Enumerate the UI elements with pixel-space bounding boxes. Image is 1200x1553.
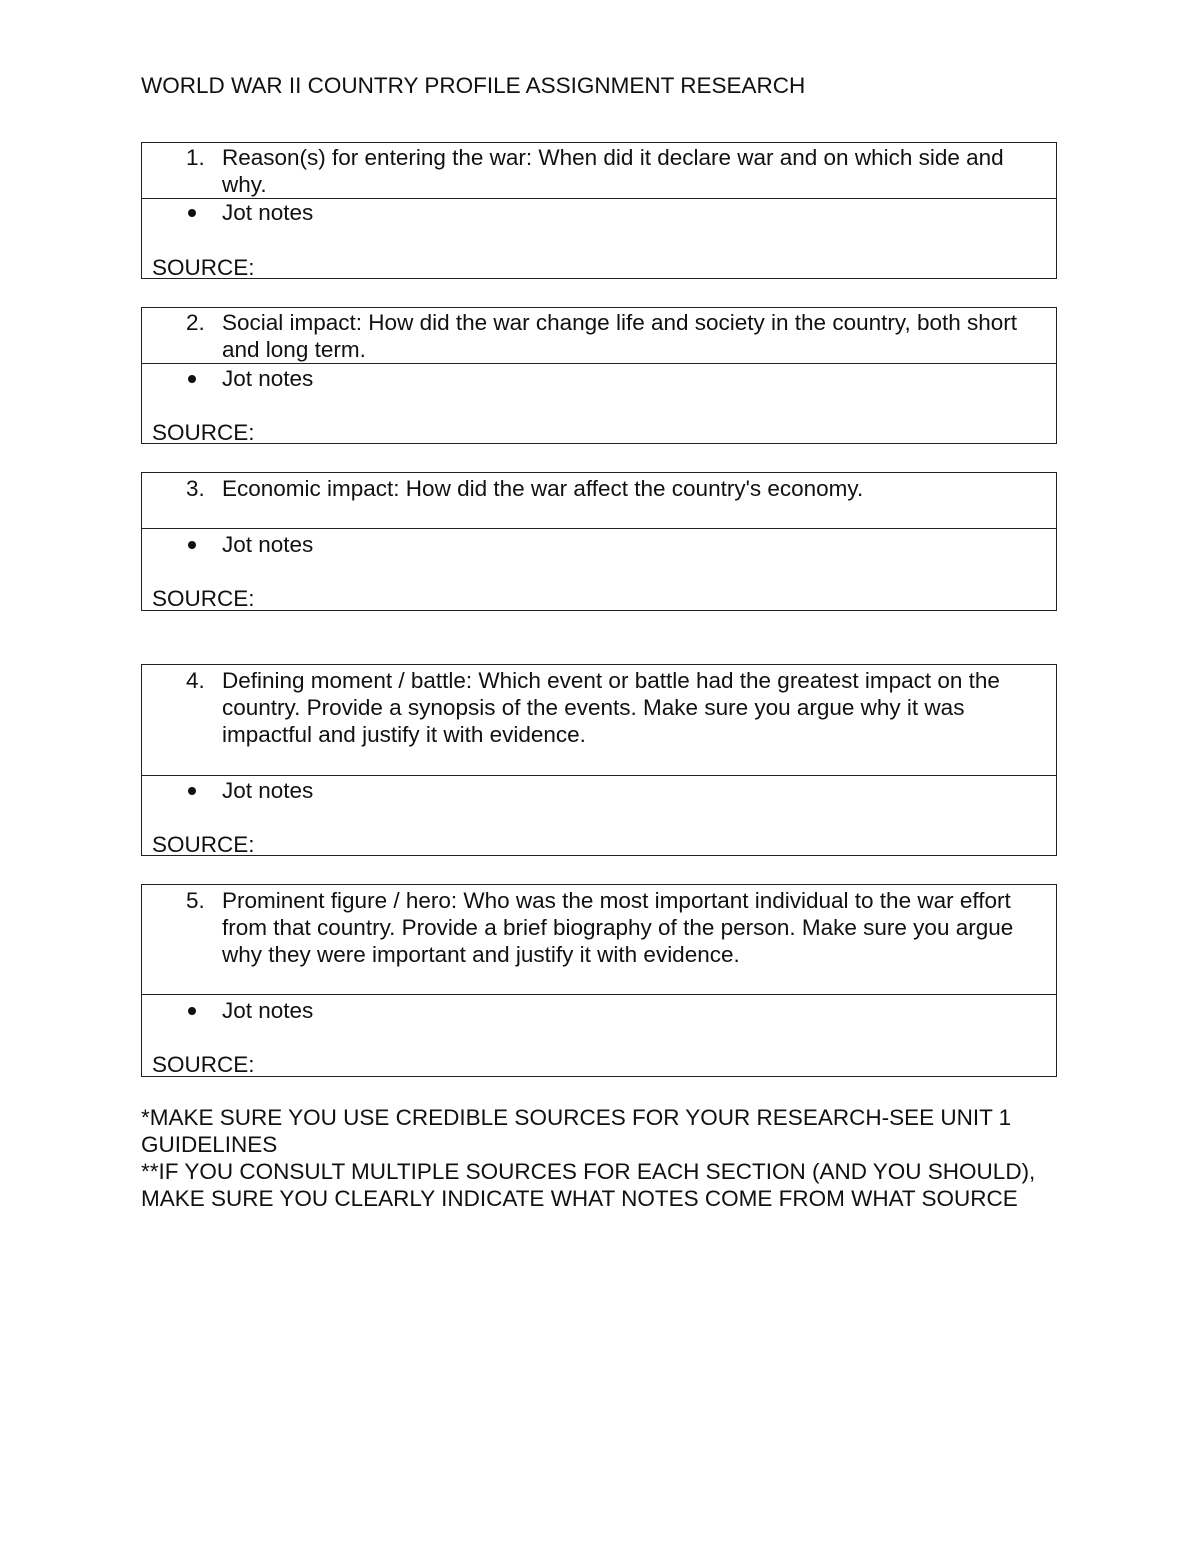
bullet-icon bbox=[188, 375, 196, 383]
question-row-2 bbox=[142, 308, 1056, 364]
footer-note-multiple-sources: **IF YOU CONSULT MULTIPLE SOURCES FOR EACH SECTION (AND YOU SHOULD), MAKE SURE YOU CLEARLY INDICATE WHAT NOTES COME FROM WHAT SOURCE bbox=[141, 1159, 1036, 1211]
document-title: WORLD WAR II COUNTRY PROFILE ASSIGNMENT RESEARCH bbox=[141, 73, 806, 98]
notes-row-3 bbox=[142, 529, 1056, 609]
source-label: SOURCE: bbox=[152, 1052, 255, 1077]
section-box-4 bbox=[141, 664, 1057, 856]
source-label: SOURCE: bbox=[152, 255, 255, 280]
question-row-5 bbox=[142, 885, 1056, 995]
question-text: Defining moment / battle: Which event or battle had the greatest impact on the country. Provide a synopsis of the events. Make sure you argue why it was impactful and justify it with evidence. bbox=[222, 668, 1000, 747]
jot-notes-label: Jot notes bbox=[222, 200, 314, 225]
jot-notes-label: Jot notes bbox=[222, 532, 314, 557]
source-label: SOURCE: bbox=[152, 420, 255, 445]
bullet-icon bbox=[188, 541, 196, 549]
jot-notes-label: Jot notes bbox=[222, 366, 314, 391]
notes-row-4 bbox=[142, 776, 1056, 857]
footer-note-credible-sources: *MAKE SURE YOU USE CREDIBLE SOURCES FOR YOUR RESEARCH-SEE UNIT 1 GUIDELINES bbox=[141, 1105, 1012, 1157]
section-box-1 bbox=[141, 142, 1057, 279]
bullet-icon bbox=[188, 209, 196, 217]
question-row-1 bbox=[142, 143, 1056, 199]
source-label: SOURCE: bbox=[152, 586, 255, 611]
question-number: 4. bbox=[186, 668, 205, 693]
notes-row-2 bbox=[142, 364, 1056, 445]
bullet-icon bbox=[188, 787, 196, 795]
question-number: 3. bbox=[186, 476, 205, 501]
question-text: Prominent figure / hero: Who was the most important individual to the war effort from that country. Provide a brief biography of the person. Make sure you argue why they were important and justify it with evidence. bbox=[222, 888, 1014, 967]
question-number: 2. bbox=[186, 310, 205, 335]
jot-notes-label: Jot notes bbox=[222, 778, 314, 803]
source-label: SOURCE: bbox=[152, 832, 255, 857]
bullet-icon bbox=[188, 1007, 196, 1015]
footer-notes bbox=[141, 1104, 1061, 1212]
question-number: 1. bbox=[186, 145, 205, 170]
question-text: Social impact: How did the war change life and society in the country, both short and long term. bbox=[222, 310, 1018, 362]
question-row-3 bbox=[142, 473, 1056, 529]
question-text: Economic impact: How did the war affect the country's economy. bbox=[222, 476, 864, 501]
question-text: Reason(s) for entering the war: When did it declare war and on which side and why. bbox=[222, 145, 1004, 197]
question-number: 5. bbox=[186, 888, 205, 913]
section-box-5 bbox=[141, 884, 1057, 1077]
jot-notes-label: Jot notes bbox=[222, 998, 314, 1023]
notes-row-1 bbox=[142, 199, 1056, 280]
section-box-3 bbox=[141, 472, 1057, 611]
notes-row-5 bbox=[142, 995, 1056, 1075]
question-row-4 bbox=[142, 665, 1056, 776]
section-box-2 bbox=[141, 307, 1057, 444]
